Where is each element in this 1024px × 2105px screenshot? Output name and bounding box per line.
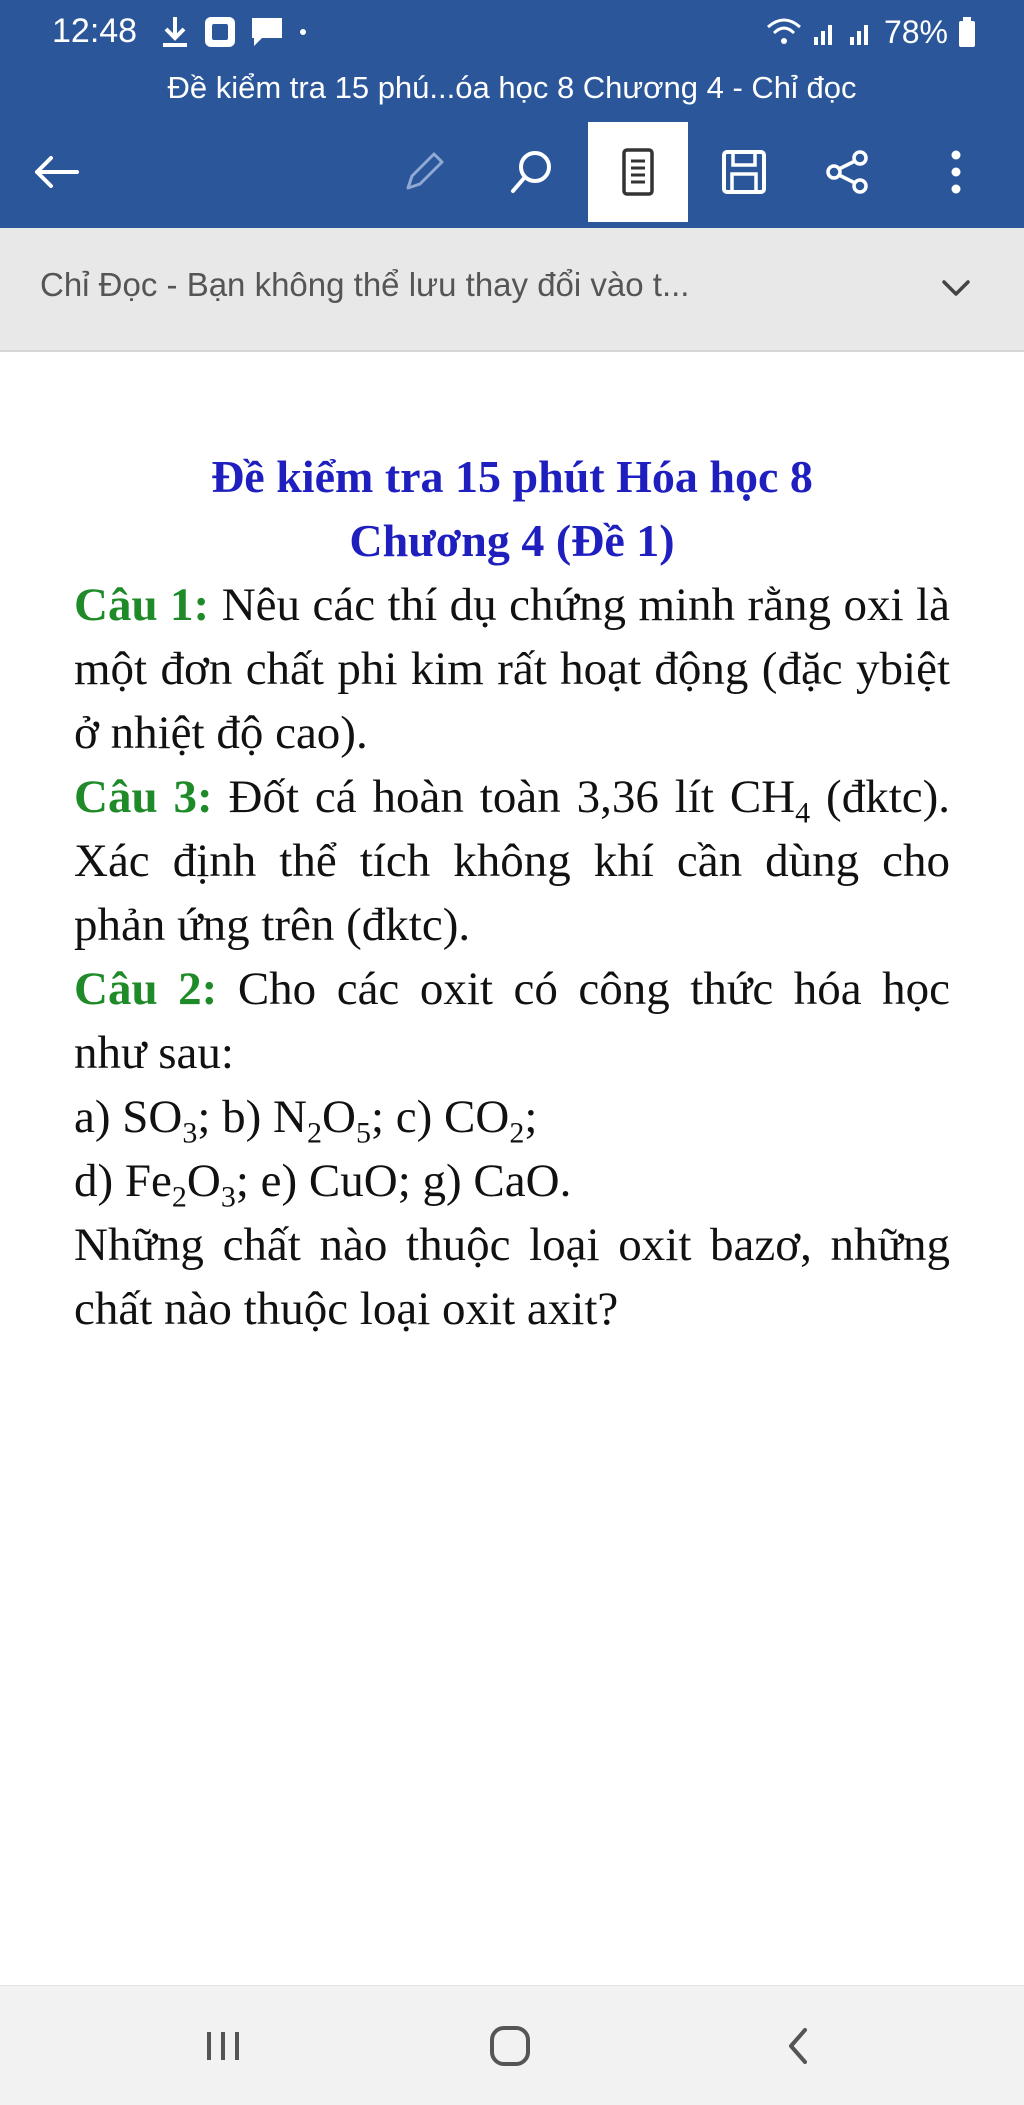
oxide-a-sub: 3 [182, 1116, 198, 1150]
back-arrow-icon [31, 152, 81, 192]
dot-icon [298, 27, 308, 37]
save-button[interactable] [696, 124, 792, 220]
home-button[interactable] [470, 2006, 550, 2086]
home-icon [488, 2024, 532, 2068]
edit-button[interactable] [376, 124, 472, 220]
system-nav-bar [0, 1985, 1024, 2105]
search-icon [507, 147, 557, 197]
question-2-text: Cho các oxit có công thức hóa học như sau: [74, 963, 950, 1079]
wifi-icon [766, 17, 802, 47]
oxide-list-line-1 [74, 1085, 950, 1149]
oxide-list-line-2 [74, 1149, 950, 1213]
question-3-label: Câu 3: [74, 771, 213, 823]
app-icon [204, 16, 236, 48]
document-title: Đề kiểm tra 15 phú...óa học 8 Chương 4 - Chỉ đọc [167, 70, 857, 105]
heading-line-2: Chương 4 (Đề 1) [349, 515, 675, 566]
chevron-down-icon[interactable] [936, 268, 976, 308]
question-2-label: Câu 2: [74, 963, 218, 1015]
battery-icon [958, 16, 976, 48]
oxide-b-text: ; b) N [197, 1091, 307, 1143]
read-only-banner[interactable] [0, 228, 1024, 352]
signal-icon [812, 17, 838, 47]
question-3 [74, 765, 950, 957]
signal-icon-2 [848, 17, 874, 47]
oxide-c-sub: 2 [509, 1116, 525, 1150]
message-icon [250, 16, 284, 48]
back-icon [783, 2026, 813, 2066]
question-3-subscript: 4 [795, 796, 811, 830]
more-icon [950, 149, 962, 195]
share-button[interactable] [800, 124, 896, 220]
document-heading [74, 445, 950, 573]
document-content [74, 445, 950, 1341]
pen-icon [400, 148, 448, 196]
more-options-button[interactable] [908, 124, 1004, 220]
question-1-text: Nêu các thí dụ chứng minh rằng oxi là một đơn chất phi kim rất hoạt động (đặc ybiệt ở nhiệt độ cao). [74, 579, 950, 759]
oxide-b-sub-2: 5 [355, 1116, 371, 1150]
recents-button[interactable] [183, 2006, 263, 2086]
oxide-c-text: ; c) CO [370, 1091, 510, 1143]
status-notifications [160, 14, 308, 50]
oxide-line-1-end: ; [524, 1091, 538, 1143]
oxide-b-text-2: O [322, 1091, 356, 1143]
question-1 [74, 573, 950, 765]
oxide-d-text: d) Fe [74, 1155, 172, 1207]
share-icon [824, 148, 872, 196]
download-icon [160, 15, 190, 49]
oxide-a-text: a) SO [74, 1091, 183, 1143]
status-system [766, 12, 976, 52]
question-2 [74, 957, 950, 1085]
app-bar [0, 0, 1024, 228]
closing-question: Những chất nào thuộc loại oxit bazơ, những chất nào thuộc loại oxit axit? [74, 1219, 950, 1335]
question-3-text-a: Đốt cá hoàn toàn 3,36 lít CH [212, 771, 796, 823]
save-icon [720, 148, 768, 196]
status-bar [0, 0, 1024, 64]
mobile-view-icon [620, 147, 656, 197]
status-time: 12:48 [52, 12, 138, 50]
heading-line-1: Đề kiểm tra 15 phút Hóa học 8 [211, 451, 813, 502]
oxide-b-sub-1: 2 [307, 1116, 322, 1150]
question-1-label: Câu 1: [74, 579, 210, 631]
oxide-d-sub-2: 3 [220, 1180, 236, 1214]
oxide-d-sub-1: 2 [171, 1180, 187, 1214]
banner-text: Chỉ Đọc - Bạn không thể lưu thay đổi vào t... [40, 266, 690, 303]
oxide-d-text-2: O [186, 1155, 221, 1207]
oxide-e-g-text: ; e) CuO; g) CaO. [235, 1155, 572, 1207]
search-button[interactable] [484, 124, 580, 220]
toolbar [0, 120, 1024, 224]
mobile-view-button[interactable] [588, 122, 688, 222]
back-button[interactable] [8, 124, 104, 220]
recents-icon [201, 2028, 245, 2064]
system-back-button[interactable] [758, 2006, 838, 2086]
battery-percent: 78% [883, 13, 948, 50]
question-3-text-b: (đktc). Xác định thể tích không khí cần dùng cho phản ứng trên (đktc). [74, 771, 951, 951]
